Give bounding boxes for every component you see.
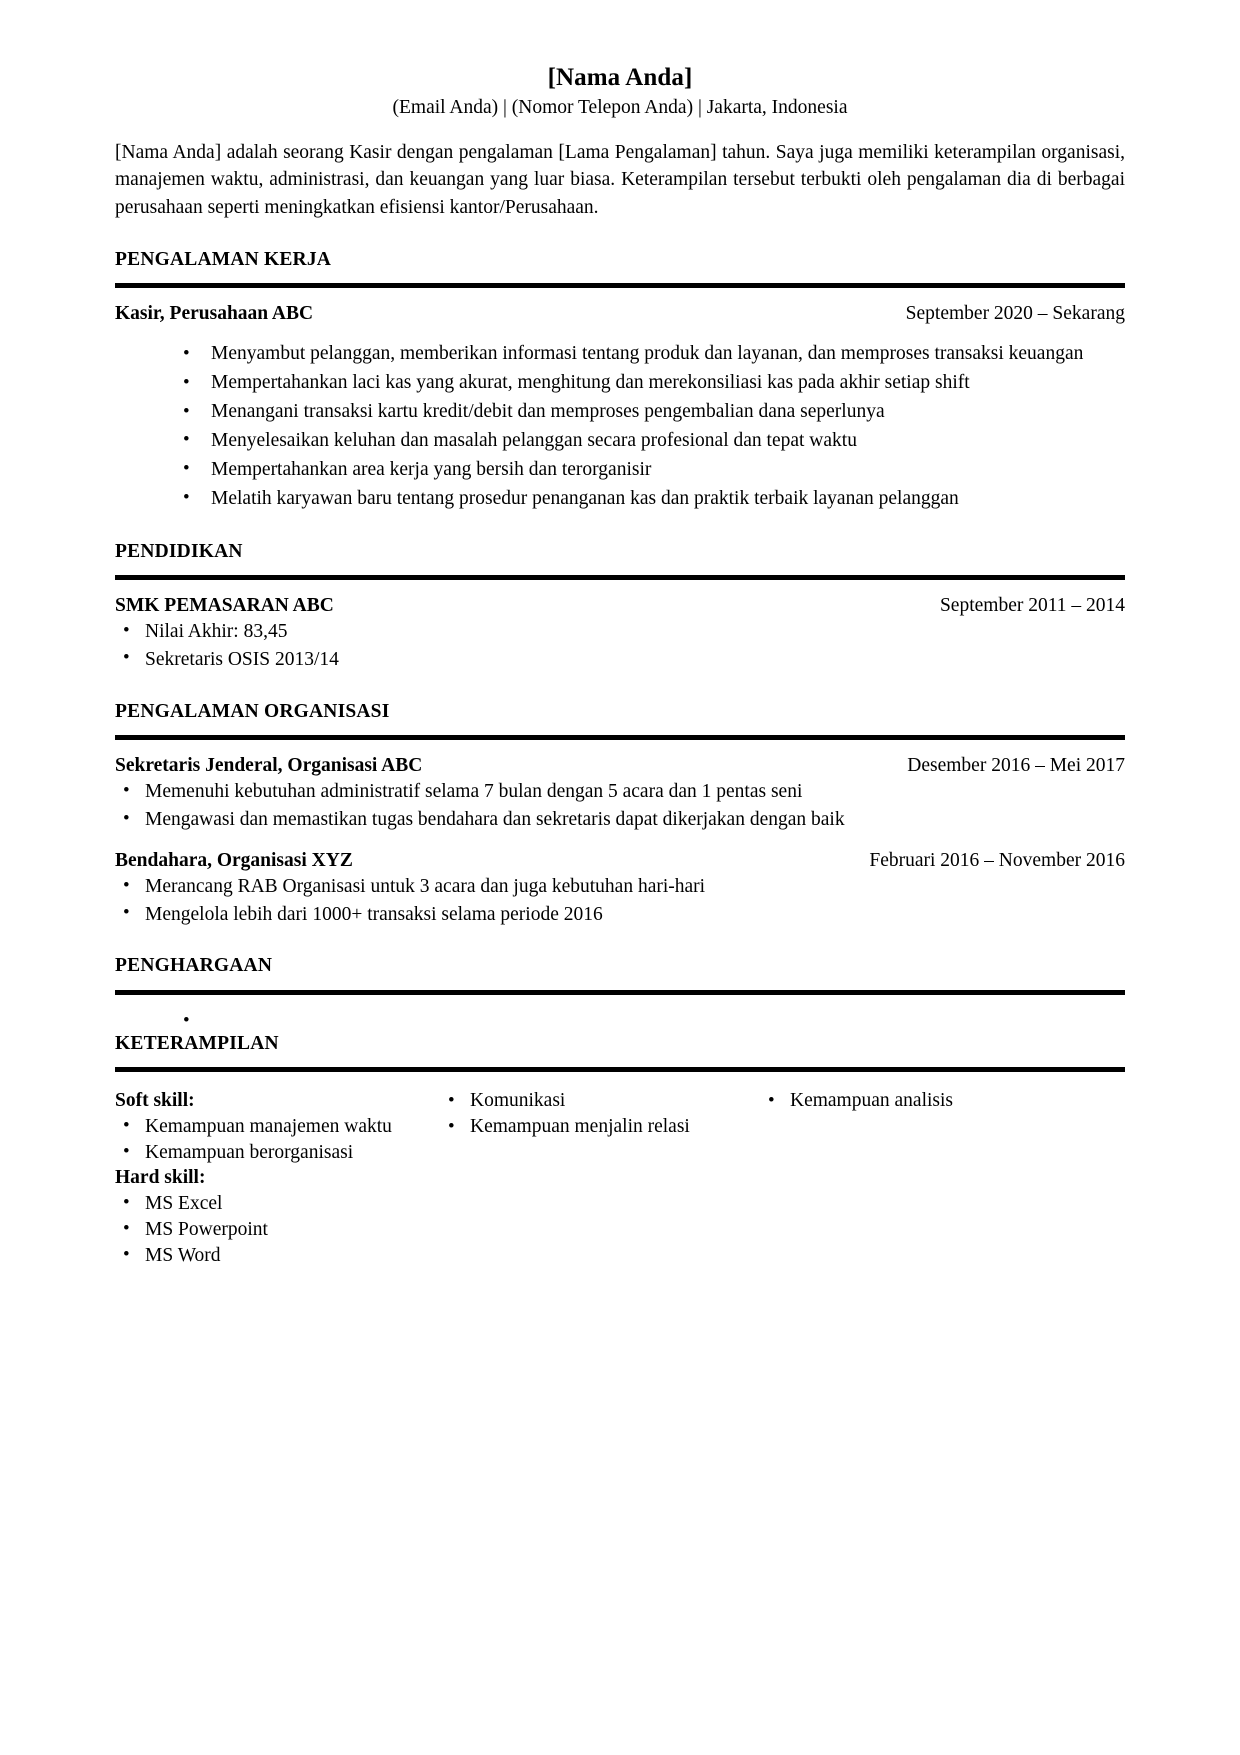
section-divider: [115, 1067, 1125, 1072]
organisation-entry-bullets: [115, 778, 1125, 833]
section-divider: [115, 735, 1125, 740]
skill-group-label: Hard skill:: [115, 1167, 206, 1189]
organisation-entry-date: Desember 2016 – Mei 2017: [907, 755, 1125, 777]
list-item: • Melatih karyawan baru tentang prosedur penanganan kas dan praktik terbaik layanan pelanggan: [177, 485, 1125, 514]
section-organisation-experience: [115, 700, 1125, 929]
section-divider: [115, 990, 1125, 995]
list-item: • MS Excel: [115, 1191, 440, 1217]
section-education: [115, 540, 1125, 674]
list-item: • Mengelola lebih dari 1000+ transaksi selama periode 2016: [115, 901, 1125, 929]
skill-group-label: Soft skill:: [115, 1090, 195, 1112]
organisation-entry-date: Februari 2016 – November 2016: [869, 849, 1125, 871]
list-item: • Komunikasi: [440, 1088, 760, 1114]
list-item: [177, 1008, 1125, 1032]
section-title-work-experience: PENGALAMAN KERJA: [115, 248, 332, 270]
list-item: • MS Powerpoint: [115, 1217, 440, 1243]
section-title-organisation-experience: PENGALAMAN ORGANISASI: [115, 700, 390, 722]
work-entry-title: Kasir, Perusahaan ABC: [115, 303, 314, 325]
skill-group-items: [440, 1088, 760, 1140]
section-title-skills: KETERAMPILAN: [115, 1032, 279, 1054]
education-entry-header: [115, 593, 1125, 618]
spacer: [115, 674, 1125, 700]
list-item: • Kemampuan menjalin relasi: [440, 1114, 760, 1140]
section-awards: [115, 954, 1125, 1031]
resume-header: [115, 62, 1125, 121]
section-divider: [115, 575, 1125, 580]
organisation-entry-header: [115, 848, 1125, 873]
section-skills: [115, 1032, 1125, 1269]
organisation-entry-title: Sekretaris Jenderal, Organisasi ABC: [115, 755, 423, 777]
spacer: [115, 326, 1125, 340]
list-item: • Mempertahankan laci kas yang akurat, menghitung dan merekonsiliasi kas pada akhir setiap shift: [177, 369, 1125, 398]
spacer: [115, 834, 1125, 848]
section-work-experience: [115, 248, 1125, 514]
skills-column: [440, 1088, 760, 1268]
candidate-contact-line: (Email Anda) | (Nomor Telepon Anda) | Jakarta, Indonesia: [392, 97, 848, 119]
education-entry-date: September 2011 – 2014: [939, 594, 1125, 616]
spacer: [115, 514, 1125, 540]
work-entry-header: [115, 301, 1125, 326]
skills-column: [760, 1088, 1115, 1268]
list-item: • Merancang RAB Organisasi untuk 3 acara dan juga kebutuhan hari-hari: [115, 873, 1125, 901]
list-item: • Sekretaris OSIS 2013/14: [115, 646, 1125, 674]
list-item: • Mempertahankan area kerja yang bersih dan terorganisir: [177, 456, 1125, 485]
section-divider: [115, 283, 1125, 288]
list-item: • Mengawasi dan memastikan tugas bendahara dan sekretaris dapat dikerjakan dengan baik: [115, 806, 1125, 834]
skills-columns: [115, 1088, 1125, 1268]
list-item: • MS Word: [115, 1243, 440, 1269]
organisation-entry-header: [115, 753, 1125, 778]
profile-summary: [Nama Anda] adalah seorang Kasir dengan pengalaman [Lama Pengalaman] tahun. Saya juga memiliki keterampilan organisasi, manajemen waktu, administrasi, dan keuangan yang luar biasa. Keterampilan tersebut terbukti oleh pengalaman dia di berbagai perusahaan seperti meningkatkan efisiensi kantor/Perusahaan.: [115, 141, 1125, 218]
list-item: • Kemampuan berorganisasi: [115, 1140, 440, 1166]
skill-group-items: [760, 1088, 1115, 1114]
skills-column: [115, 1088, 440, 1268]
list-item: • Menyelesaikan keluhan dan masalah pelanggan secara profesional dan tepat waktu: [177, 427, 1125, 456]
list-item: • Nilai Akhir: 83,45: [115, 618, 1125, 646]
section-title-awards: PENGHARGAAN: [115, 955, 273, 977]
list-item: • Memenuhi kebutuhan administratif selama 7 bulan dengan 5 acara dan 1 pentas seni: [115, 778, 1125, 806]
section-title-education: PENDIDIKAN: [115, 540, 243, 562]
work-entry-date: September 2020 – Sekarang: [905, 303, 1125, 325]
list-item: • Menangani transaksi kartu kredit/debit dan memproses pengembalian dana seperlunya: [177, 398, 1125, 427]
list-item: • Kemampuan manajemen waktu: [115, 1114, 440, 1140]
work-entry-bullets: [177, 340, 1125, 513]
awards-bullets: [177, 1008, 1125, 1032]
organisation-entry-title: Bendahara, Organisasi XYZ: [115, 849, 353, 871]
list-item: • Menyambut pelanggan, memberikan informasi tentang produk dan layanan, dan memproses transaksi keuangan: [177, 340, 1125, 369]
candidate-name: [Nama Anda]: [547, 64, 693, 91]
education-entry-title: SMK PEMASARAN ABC: [115, 594, 334, 616]
skill-group-items: [115, 1114, 440, 1166]
list-item: • Kemampuan analisis: [760, 1088, 1115, 1114]
spacer: [115, 928, 1125, 954]
organisation-entry-bullets: [115, 873, 1125, 928]
education-entry-bullets: [115, 618, 1125, 673]
skill-group-items: [115, 1191, 440, 1269]
